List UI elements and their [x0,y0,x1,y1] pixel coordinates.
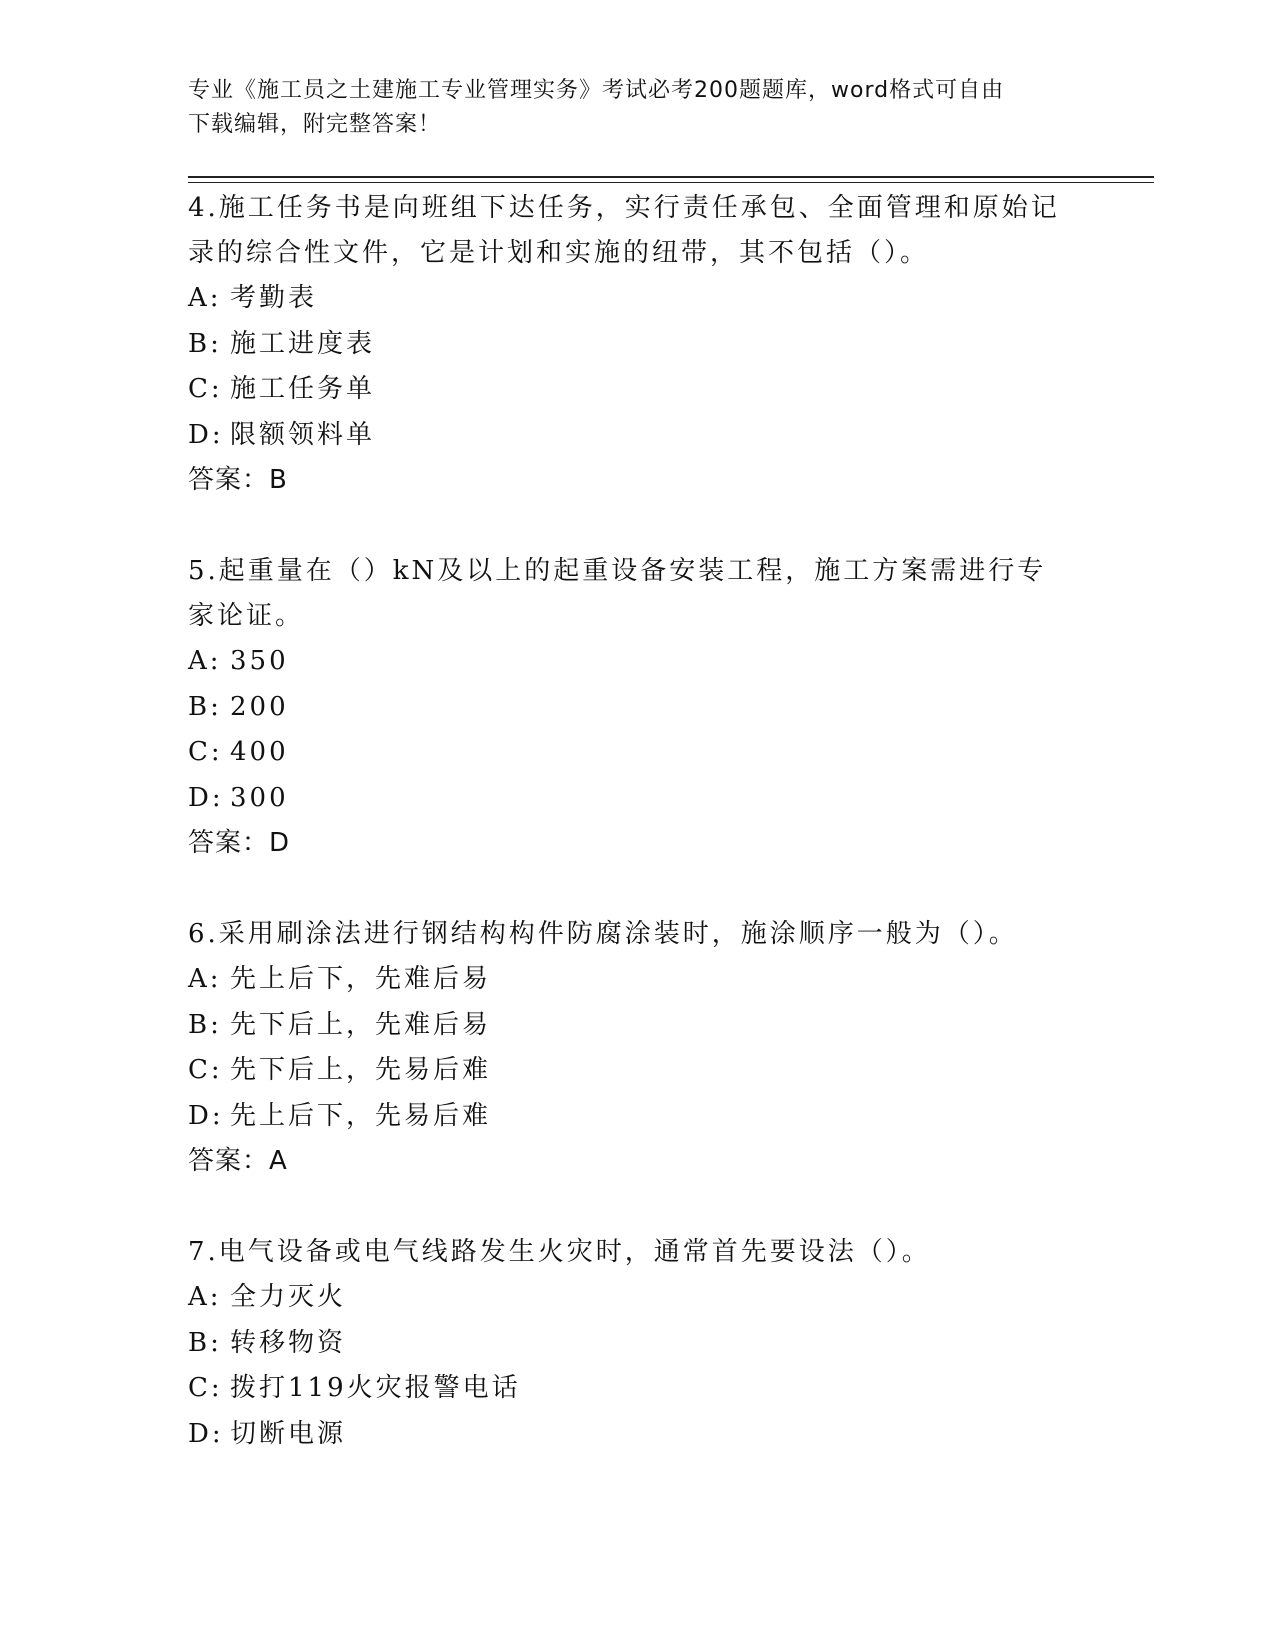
option-text: 先下后上，先难后易 [230,1009,492,1040]
option-b [188,1321,1068,1367]
option-d [188,776,1068,822]
option-a [188,957,1068,1003]
option-text: 限额领料单 [230,419,376,450]
option-b [188,685,1068,731]
option-letter: C: [188,737,223,767]
option-a [188,639,1068,685]
option-letter: B: [188,691,222,722]
question-stem: 4.施工任务书是向班组下达任务，实行责任承包、全面管理和原始记录的综合性文件，它是计划和实施的纽带，其不包括（）。 [188,193,1060,268]
option-letter: B: [188,1327,222,1358]
option-letter: B: [188,1009,222,1040]
option-a [188,276,1068,322]
answer-line: 答案：D [188,828,291,858]
option-letter: C: [188,1055,223,1085]
question-block-5 [188,549,1068,866]
option-text: 切断电源 [230,1418,347,1449]
question-block-4 [188,186,1068,503]
header-line-1: 专业《施工员之土建施工专业管理实务》考试必考200题题库，word格式可自由 [188,78,1005,103]
option-letter: A: [188,964,222,994]
option-letter: C: [188,374,223,404]
option-text: 先下后上，先易后难 [230,1055,492,1085]
question-stem: 7.电气设备或电气线路发生火灾时，通常首先要设法（）。 [188,1237,931,1267]
question-stem: 6.采用刷涂法进行钢结构构件防腐涂装时，施涂顺序一般为（）。 [188,919,1018,949]
question-block-6 [188,912,1068,1184]
option-text: 300 [230,782,289,813]
option-d [188,413,1068,459]
option-letter: A: [188,283,222,313]
option-text: 200 [230,691,289,722]
header-rule-thin [188,182,1154,183]
option-d [188,1412,1068,1458]
option-letter: D: [188,1418,224,1449]
option-letter: A: [188,646,222,676]
option-text: 拨打119火灾报警电话 [230,1373,521,1403]
option-letter: D: [188,419,224,450]
option-letter: B: [188,328,222,359]
option-text: 施工进度表 [230,328,376,359]
option-c [188,1048,1068,1094]
option-b [188,322,1068,368]
header-rule-thick [188,176,1154,178]
option-letter: D: [188,782,224,813]
option-letter: D: [188,1100,224,1131]
question-block-7 [188,1230,1068,1457]
option-b [188,1003,1068,1049]
answer-line: 答案：A [188,1146,288,1176]
option-d [188,1094,1068,1140]
option-text: 施工任务单 [230,374,376,404]
option-c [188,1366,1068,1412]
option-text: 转移物资 [230,1327,347,1358]
answer-line: 答案：B [188,465,288,495]
header-line-2: 下载编辑，附完整答案！ [188,112,442,137]
option-c [188,367,1068,413]
option-a [188,1275,1068,1321]
option-letter: A: [188,1282,222,1312]
option-c [188,730,1068,776]
option-text: 350 [230,646,289,676]
question-stem: 5.起重量在（）kN及以上的起重设备安装工程，施工方案需进行专家论证。 [188,556,1047,631]
option-text: 先上后下，先难后易 [230,964,492,994]
option-text: 考勤表 [230,283,318,313]
document-header [188,74,1088,142]
option-text: 全力灭火 [230,1282,347,1312]
option-text: 400 [230,737,289,767]
option-letter: C: [188,1373,223,1403]
option-text: 先上后下，先易后难 [230,1100,492,1131]
